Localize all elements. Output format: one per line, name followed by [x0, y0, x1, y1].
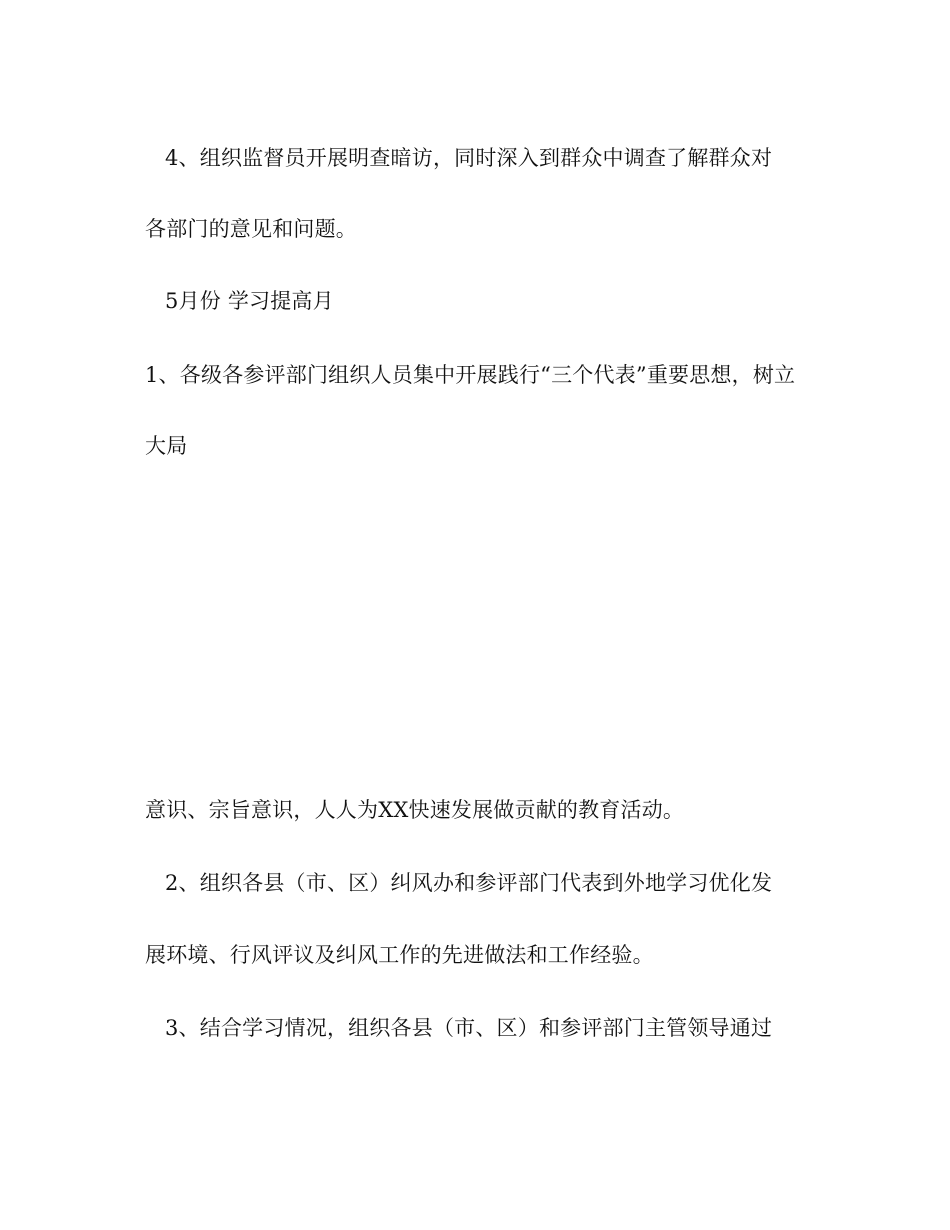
- paragraph-line: 大局: [145, 434, 188, 458]
- section-heading: 5月份 学习提高月: [165, 289, 334, 313]
- paragraph-line: 4、组织监督员开展明查暗访，同时深入到群众中调查了解群众对: [165, 146, 773, 170]
- paragraph-line: 2、组织各县（市、区）纠风办和参评部门代表到外地学习优化发: [165, 871, 773, 895]
- paragraph-line: 各部门的意见和问题。: [145, 217, 357, 241]
- paragraph-line: 1、各级各参评部门组织人员集中开展践行“三个代表”重要思想，树立: [145, 363, 796, 387]
- paragraph-line: 3、结合学习情况，组织各县（市、区）和参评部门主管领导通过: [165, 1016, 773, 1040]
- paragraph-line: 展环境、行风评议及纠风工作的先进做法和工作经验。: [145, 943, 654, 967]
- paragraph-line: 意识、宗旨意识，人人为XX快速发展做贡献的教育活动。: [145, 798, 685, 822]
